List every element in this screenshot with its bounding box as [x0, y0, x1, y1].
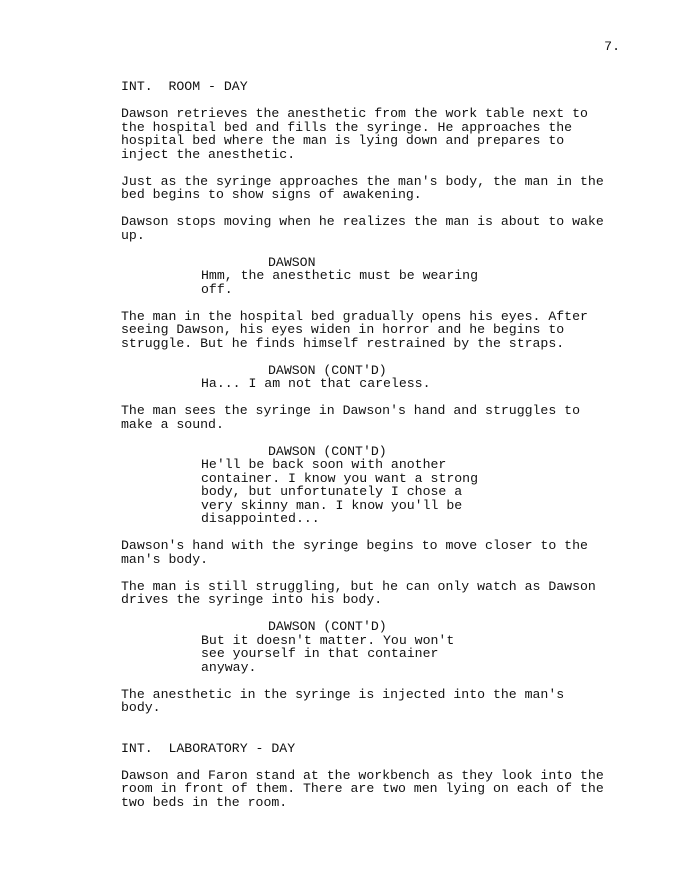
dialogue-block [121, 256, 611, 297]
action-line: Dawson stops moving when he realizes the man is about to wake up. [121, 214, 604, 243]
page-number: 7. [604, 39, 620, 54]
script-body [121, 80, 611, 823]
dialogue-block [121, 620, 611, 674]
dialogue-text: Hmm, the anesthetic must be wearing off. [201, 268, 478, 297]
scene-heading: INT. ROOM - DAY [121, 79, 248, 94]
dialogue-text: But it doesn't matter. You won't see yourself in that container anyway. [201, 632, 455, 675]
character-name: DAWSON (CONT'D) [268, 443, 387, 459]
character-name: DAWSON (CONT'D) [268, 362, 387, 378]
action-line: Dawson retrieves the anesthetic from the work table next to the hospital bed and fills the syringe. He approaches the hospital bed where the man is lying down and prepares to inject the anesthetic. [121, 106, 588, 162]
action-line: Just as the syringe approaches the man's body, the man in the bed begins to show signs of awakening. [121, 173, 604, 202]
action-line: The anesthetic in the syringe is injected into the man's body. [121, 686, 565, 715]
action-line: The man sees the syringe in Dawson's hand and struggles to make a sound. [121, 403, 580, 432]
dialogue-text: He'll be back soon with another container. I know you want a strong body, but unfortunately I chose a very skinny man. I know you'll be disappointed... [201, 457, 478, 526]
action-line: Dawson and Faron stand at the workbench as they look into the room in front of them. There are two men lying on each of the two beds in the room. [121, 767, 604, 810]
character-name: DAWSON [268, 254, 316, 270]
dialogue-text: Ha... I am not that careless. [201, 376, 431, 391]
dialogue-block [121, 445, 611, 526]
action-line: Dawson's hand with the syringe begins to move closer to the man's body. [121, 538, 588, 567]
dialogue-block [121, 364, 611, 391]
action-line: The man in the hospital bed gradually opens his eyes. After seeing Dawson, his eyes widen in horror and he begins to struggle. But he finds himself restrained by the straps. [121, 308, 588, 351]
scene-heading: INT. LABORATORY - DAY [121, 740, 296, 756]
action-line: The man is still struggling, but he can only watch as Dawson drives the syringe into his body. [121, 578, 596, 607]
character-name: DAWSON (CONT'D) [268, 619, 387, 634]
